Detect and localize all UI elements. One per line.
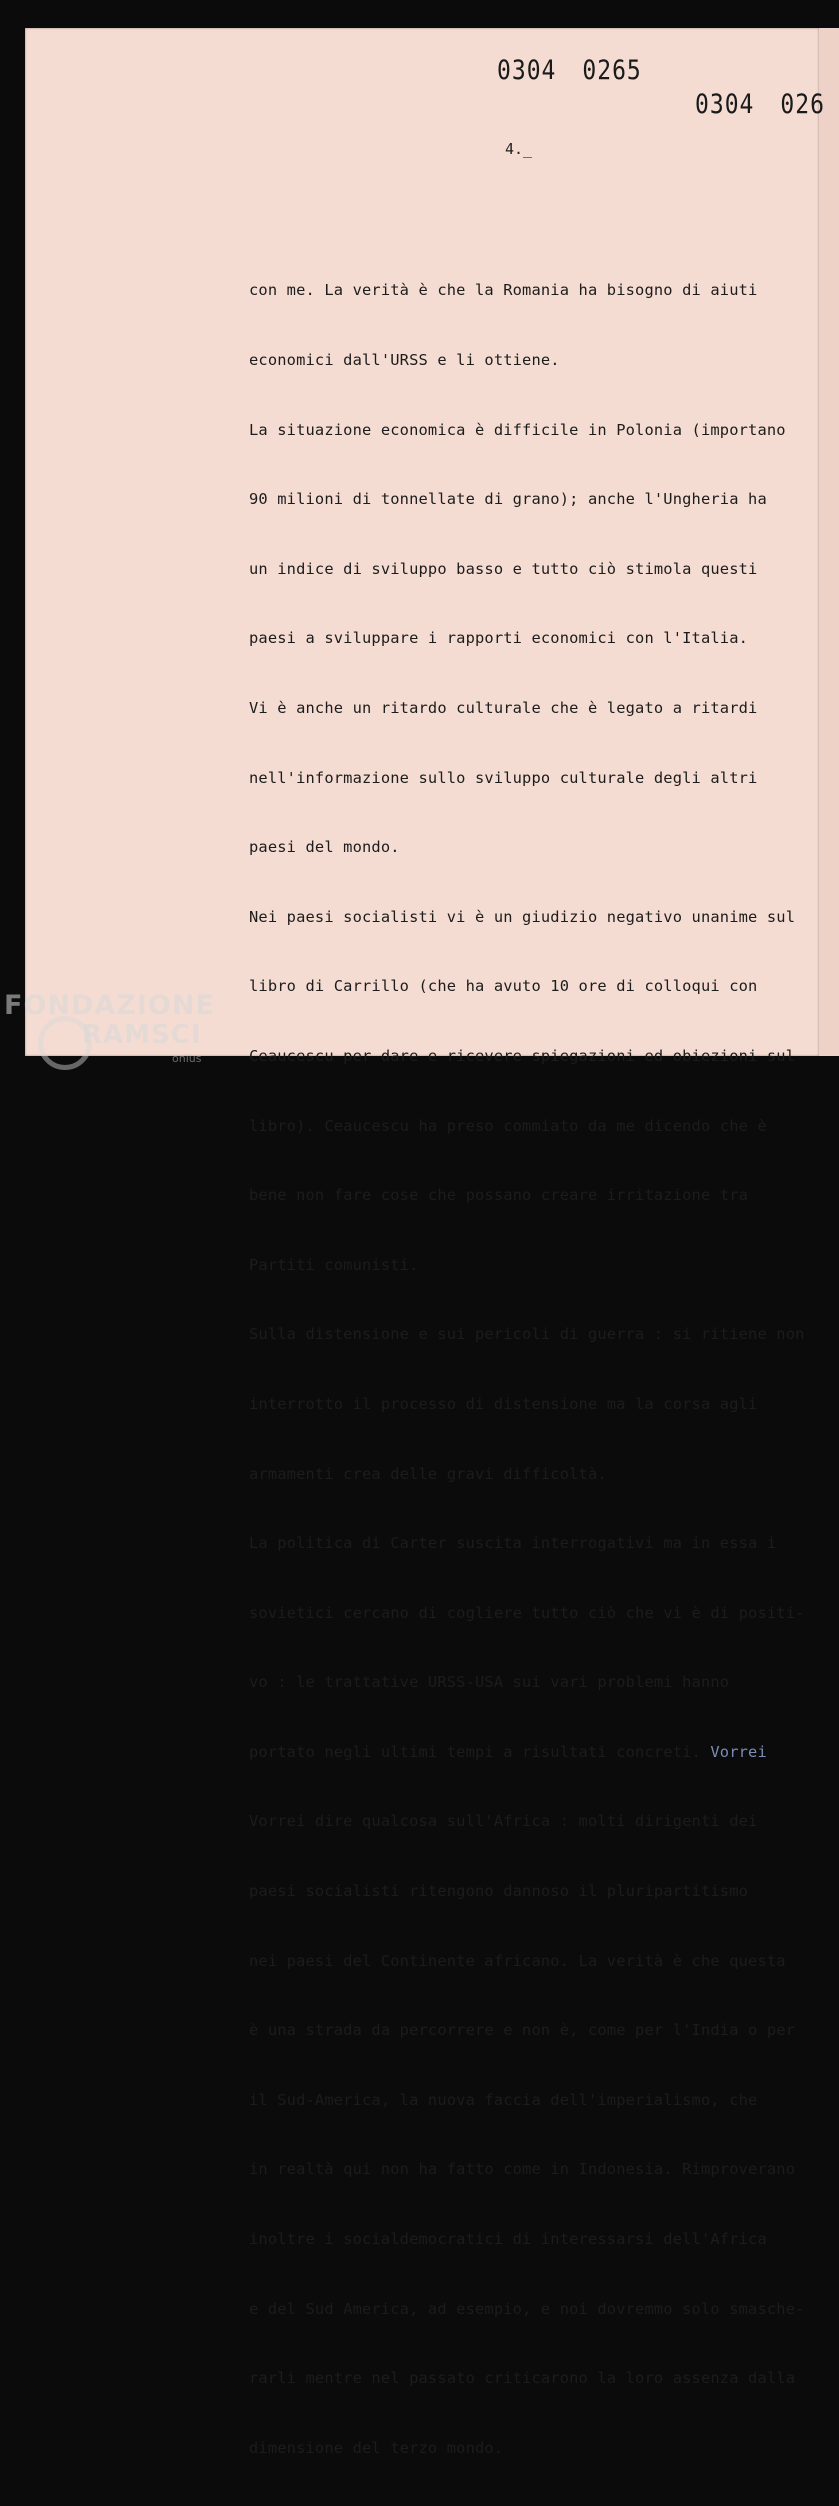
text-line: La situazione economica è difficile in Polonia (importano	[249, 420, 786, 439]
archive-stamp-secondary	[695, 90, 825, 120]
text-line: il Sud-America, la nuova faccia dell'imperialismo, che	[249, 2090, 758, 2109]
watermark-line1: FONDAZIONE	[4, 990, 215, 1021]
text-line: nei paesi del Continente africano. La verità è che questa	[249, 1951, 786, 1970]
archive-number: 026	[780, 90, 825, 120]
text-line: paesi socialisti ritengono dannoso il pluripartitismo	[249, 1882, 749, 1901]
text-line: rarli mentre nel passato criticarono la loro assenza dalla	[249, 2369, 796, 2388]
text-line: nell'informazione sullo sviluppo culturale degli altri	[249, 768, 758, 787]
text-line: libro). Ceaucescu ha preso commiato da me dicendo che è	[249, 1116, 767, 1135]
text-line: sovietici cercano di cogliere tutto ciò che vi è di positi-	[249, 1603, 805, 1622]
text-line: Sulla distensione e sui pericoli di guerra : si ritiene non	[249, 1325, 805, 1344]
archive-series: 0304	[497, 56, 557, 86]
watermark-line2: RAMSCI	[82, 1020, 202, 1050]
text-line: economici dall'URSS e li ottiene.	[249, 351, 560, 369]
text-line: Vi è anche un ritardo culturale che è legato a ritardi	[249, 698, 758, 717]
text-line: e del Sud America, ad esempio, e noi dovremmo solo smasche-	[249, 2299, 805, 2318]
text-line-with-note	[249, 1741, 809, 1764]
text-line: bene non fare cose che possano creare irritazione tra	[249, 1186, 749, 1205]
text-line: portato negli ultimi tempi a risultati concreti.	[249, 1742, 701, 1761]
text-line: La politica di Carter suscita interrogativi ma in essa i	[249, 1534, 777, 1553]
text-line: con me. La verità è che la Romania ha bisogno di aiuti	[249, 281, 758, 300]
text-line: Partiti comunisti.	[249, 1255, 419, 1274]
text-line: in realtà qui non ha fatto come in Indonesia. Rimproverano	[249, 2160, 796, 2179]
text-line: interrotto il processo di distensione ma la corsa agli	[249, 1394, 758, 1413]
text-line: Ceaucescu per dare e ricevere spiegazioni ed obiezioni sul	[249, 1046, 796, 1065]
fondazione-gramsci-watermark	[4, 990, 214, 1075]
text-line: 90 milioni di tonnellate di grano); anche l'Ungheria ha	[249, 490, 767, 509]
text-line: armamenti crea delle gravi difficoltà.	[249, 1464, 607, 1483]
text-line: inoltre i socialdemocratici di interessarsi dell'Africa	[249, 2230, 767, 2249]
archive-number: 0265	[582, 56, 642, 86]
text-line: Nei paesi socialisti vi è un giudizio negativo unanime sul	[249, 907, 796, 926]
watermark-onlus: onlus	[172, 1052, 202, 1065]
archive-stamp-primary	[497, 56, 642, 86]
text-line: paesi a sviluppare i rapporti economici con l'Italia.	[249, 629, 749, 648]
text-line: vo : le trattative URSS-USA sui vari problemi hanno	[249, 1673, 730, 1692]
text-line: Vorrei dire qualcosa sull'Africa : molti dirigenti dei	[249, 1812, 758, 1831]
page-number: 4._	[505, 140, 533, 158]
text-line: libro di Carrillo (che ha avuto 10 ore di colloqui con	[249, 977, 758, 996]
text-line: è una strada da percorrere e non è, come per l'India o per	[249, 2021, 796, 2040]
archive-series: 0304	[695, 90, 755, 120]
text-line: dimensione del terzo mondo.	[249, 2438, 504, 2457]
typed-body-text	[249, 233, 809, 2506]
text-line: un indice di sviluppo basso e tutto ciò stimola questi	[249, 559, 758, 578]
margin-note: Vorrei	[710, 1742, 767, 1761]
text-line: paesi del mondo.	[249, 838, 400, 857]
